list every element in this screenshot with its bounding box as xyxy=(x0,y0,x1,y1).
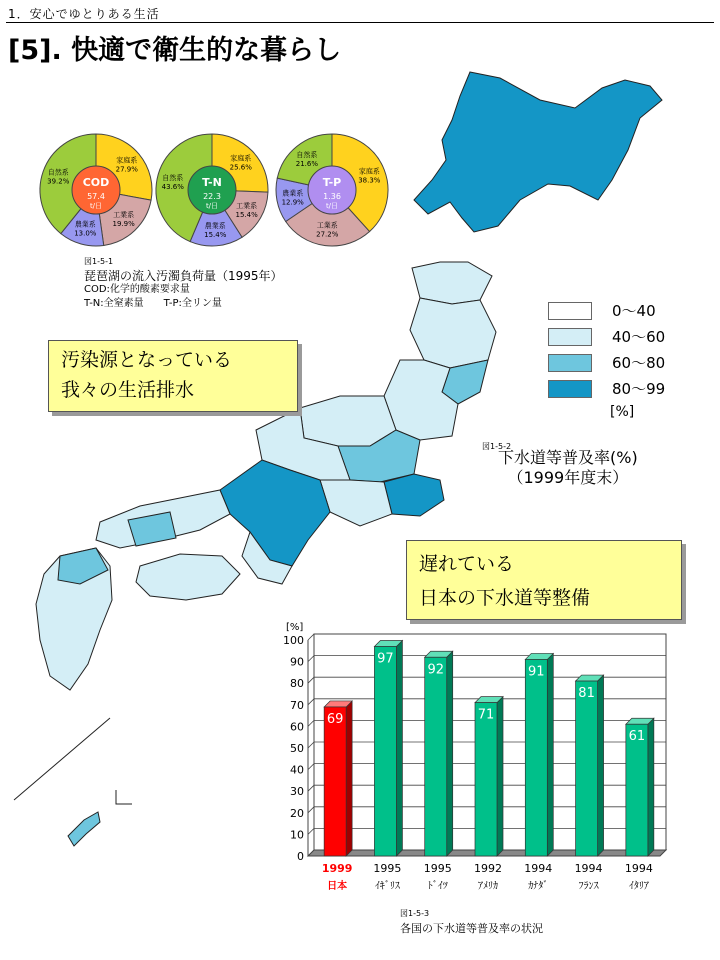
pie-slice-label: 43.6% xyxy=(161,183,184,192)
figure-1-5-1-caption xyxy=(84,255,283,311)
pie-slice-label: 15.4% xyxy=(235,210,258,219)
grid-line-side xyxy=(308,699,314,705)
section-label: 1．安心でゆとりある生活 xyxy=(8,7,160,21)
callout-line: 汚染源となっている xyxy=(61,349,233,371)
pie-slice-name: 工業系 xyxy=(316,221,338,230)
bar xyxy=(625,718,654,892)
pie-slice-label: 12.9% xyxy=(281,198,304,207)
page-title: [5]. 快適で衛生的な暮らし xyxy=(8,35,342,66)
figure-title: 琵琶湖の流入汚濁負荷量（1995年） xyxy=(84,269,283,283)
pie-center-unit: t/日 xyxy=(325,202,339,210)
x-tick-country: ｲﾀﾘｱ xyxy=(628,881,649,892)
bar-chart-title: 各国の下水道等普及率の状況 xyxy=(400,922,543,935)
pie-slice-name: 工業系 xyxy=(113,210,135,219)
legend-label: 60～80 xyxy=(612,354,666,372)
pie-slice-name: 家庭系 xyxy=(358,167,380,176)
map-inset-corner xyxy=(116,790,132,804)
map-inset-border xyxy=(14,718,110,800)
figure-note-cod: COD:化学的酸素要求量 xyxy=(84,284,190,295)
bar xyxy=(575,675,604,892)
pie-slice-label: 25.6% xyxy=(229,163,252,172)
pie-slice-name: 自然系 xyxy=(47,168,69,177)
lake-biwa-pollution-pies xyxy=(0,0,420,260)
map-region-okinawa xyxy=(68,812,100,846)
grid-line-side xyxy=(308,807,314,813)
map-region-tokyo-kanagawa xyxy=(384,474,444,516)
bar-front xyxy=(525,659,547,856)
bar-side xyxy=(648,718,654,856)
bar-value-label: 91 xyxy=(528,664,545,680)
x-tick-country: ﾌﾗﾝｽ xyxy=(578,881,599,892)
y-tick-label: 0 xyxy=(297,850,304,863)
x-tick-year: 1994 xyxy=(624,862,653,875)
map-title-line-2: （1999年度末） xyxy=(507,468,629,487)
x-tick-country: ﾄﾞｲﾂ xyxy=(427,881,448,892)
grid-line-side xyxy=(308,677,314,683)
figure-number: 図1-5-3 xyxy=(400,909,430,918)
pie-slice-name: 農業系 xyxy=(204,221,226,230)
bar-front xyxy=(576,681,598,856)
pie-center-unit: t/日 xyxy=(205,202,219,210)
legend-swatch xyxy=(548,328,592,346)
y-tick-label: 20 xyxy=(290,806,304,820)
pie-slice-label: 38.3% xyxy=(358,176,381,185)
callout-pollution xyxy=(48,340,298,412)
legend-label: 0～40 xyxy=(612,302,656,320)
y-tick-label: 70 xyxy=(290,698,304,712)
callout-line: 日本の下水道等整備 xyxy=(419,587,591,609)
pie-slice-label: 39.2% xyxy=(47,177,70,186)
pie-slice-label: 19.9% xyxy=(112,219,135,228)
x-tick-year: 1995 xyxy=(373,862,402,875)
figure-note-tn-tp: T-N:全窒素量 T-P:全リン量 xyxy=(84,298,222,309)
pie-slice-label: 13.0% xyxy=(74,229,97,238)
bar-side xyxy=(598,675,604,856)
bar-side xyxy=(346,701,352,856)
y-tick-label: 80 xyxy=(290,677,304,691)
legend-label: 80～99 xyxy=(612,380,666,398)
y-tick-label: 60 xyxy=(290,720,304,734)
y-tick-label: 100 xyxy=(283,634,304,647)
bar-front xyxy=(374,646,396,856)
y-tick-label: 40 xyxy=(290,763,304,777)
pie-center-value: 1.36 xyxy=(323,192,341,201)
bar-front xyxy=(425,657,447,856)
grid-line-side xyxy=(308,764,314,770)
grid-line-side xyxy=(308,742,314,748)
pie-slice-name: 自然系 xyxy=(296,150,318,159)
bar xyxy=(322,701,353,892)
pie-slice-label: 27.9% xyxy=(115,165,138,174)
callout-line: 我々の生活排水 xyxy=(61,379,195,401)
pie-slice-name: 自然系 xyxy=(162,174,184,183)
pie-center-label: T-P xyxy=(322,176,342,189)
pie-slice-label: 27.2% xyxy=(316,230,339,239)
bar-side xyxy=(396,640,402,856)
map-region-shikoku xyxy=(136,554,240,600)
bar-value-label: 97 xyxy=(377,651,394,667)
grid-line-side xyxy=(308,720,314,726)
pie-slice-name: 農業系 xyxy=(74,220,96,229)
legend-unit: [%] xyxy=(610,404,635,420)
bar xyxy=(373,640,402,892)
y-tick-label: 50 xyxy=(290,742,304,755)
pie-slice-label: 15.4% xyxy=(204,230,227,239)
pie-slice-name: 家庭系 xyxy=(230,154,252,163)
pie-tp xyxy=(276,134,388,246)
grid-line-side xyxy=(308,785,314,791)
bar-side xyxy=(547,653,553,856)
bar-front xyxy=(324,707,346,856)
pie-slice-name: 工業系 xyxy=(236,201,258,210)
bar-value-label: 61 xyxy=(628,729,646,745)
pie-center-label: T-N xyxy=(202,176,222,189)
pie-center-unit: t/日 xyxy=(89,202,103,210)
pie-center-value: 22.3 xyxy=(203,192,221,201)
x-tick-country: ｶﾅﾀﾞ xyxy=(528,881,549,892)
pie-slice-name: 農業系 xyxy=(282,189,304,198)
x-tick-year: 1995 xyxy=(423,862,452,875)
map-region-shizuoka xyxy=(320,480,392,526)
y-axis-label: [%] xyxy=(286,622,304,633)
y-tick-label: 10 xyxy=(290,828,304,842)
legend-swatch xyxy=(548,354,592,372)
grid-line-side xyxy=(308,828,314,834)
figure-number: 図1-5-1 xyxy=(84,257,114,266)
pie-center-value: 57.4 xyxy=(87,192,105,201)
bar-side xyxy=(497,697,503,856)
grid-line-side xyxy=(308,656,314,662)
pie-tn xyxy=(156,134,268,246)
y-tick-label: 90 xyxy=(290,655,304,669)
map-title-line-1: 下水道等普及率(%) xyxy=(498,448,638,467)
sewer-coverage-bar-chart xyxy=(270,618,680,898)
x-tick-year: 1999 xyxy=(321,862,353,875)
bar-value-label: 69 xyxy=(326,711,344,727)
pie-center-label: COD xyxy=(82,176,110,189)
map-region-aomori xyxy=(412,262,492,304)
legend-label: 40～60 xyxy=(612,328,666,346)
pie-cod xyxy=(40,134,152,246)
figure-number: 図1-5-2 xyxy=(482,442,512,451)
x-tick-year: 1992 xyxy=(474,862,502,875)
y-tick-label: 30 xyxy=(290,785,304,799)
x-tick-country: ｲｷﾞﾘｽ xyxy=(374,881,400,892)
legend-swatch xyxy=(548,302,592,320)
bar-side xyxy=(447,651,453,856)
bar-front xyxy=(475,703,497,856)
x-tick-year: 1994 xyxy=(524,862,553,875)
pie-slice-name: 家庭系 xyxy=(116,156,138,165)
bar-value-label: 92 xyxy=(427,662,444,678)
x-tick-year: 1994 xyxy=(574,862,603,875)
grid-line-side xyxy=(308,634,314,640)
bar xyxy=(474,697,503,892)
pie-slice-label: 21.6% xyxy=(295,159,319,168)
callout-sewer xyxy=(406,540,682,620)
bar-value-label: 71 xyxy=(477,707,495,723)
map-region-hokkaido xyxy=(414,72,662,232)
map-title xyxy=(498,448,638,488)
callout-line: 遅れている xyxy=(419,553,515,575)
bar-value-label: 81 xyxy=(578,686,595,702)
legend-swatch xyxy=(548,380,592,398)
map-region-akita-iwate xyxy=(410,298,496,368)
x-tick-country: 日本 xyxy=(327,881,348,892)
x-tick-country: ｱﾒﾘｶ xyxy=(478,881,498,892)
